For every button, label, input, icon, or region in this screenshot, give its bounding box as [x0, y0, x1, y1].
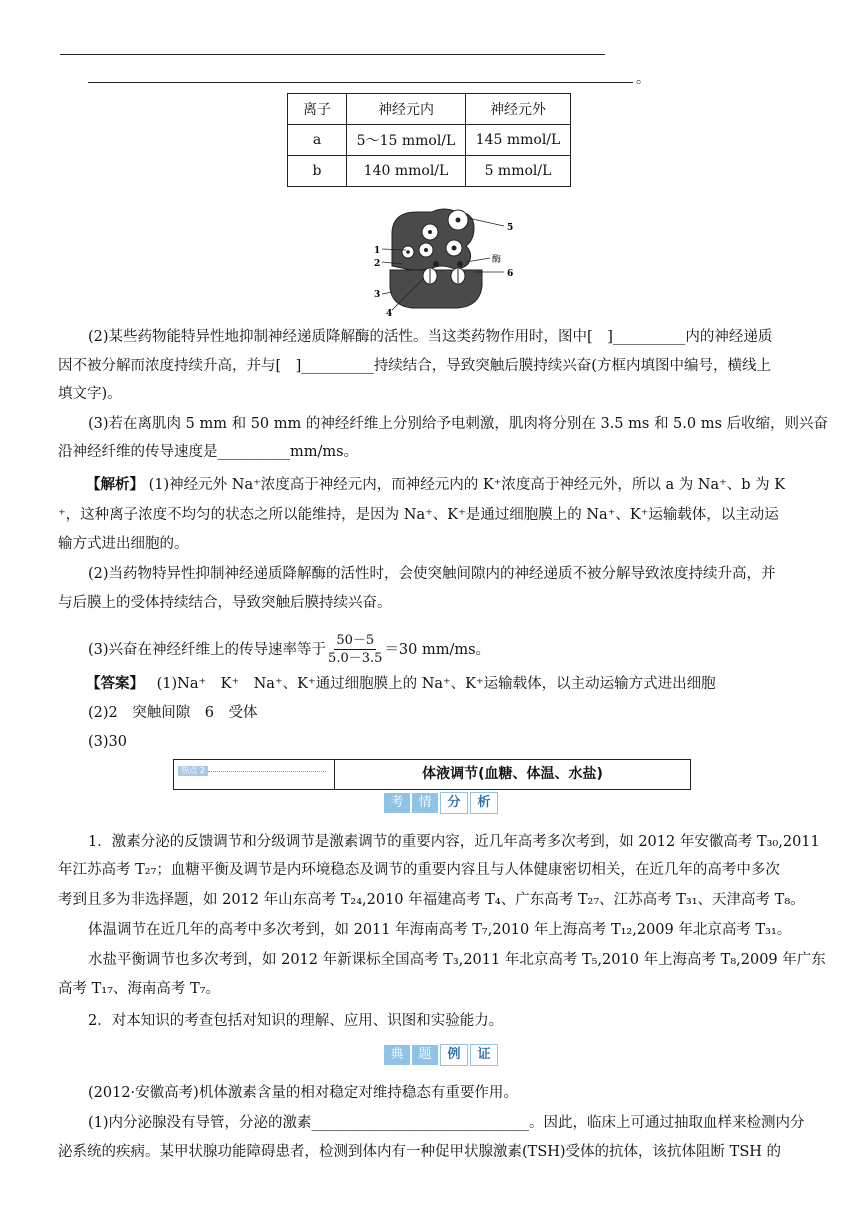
badge-char: 分 [440, 792, 468, 814]
analysis-label: 【解析】 [86, 477, 144, 493]
section-title: 体液调节(血糖、体温、水盐) [422, 766, 603, 782]
answer-text: (1)Na⁺ K⁺ Na⁺、K⁺通过细胞膜上的 Na⁺、K⁺运输载体，以主动运输方式进出细胞 [156, 676, 716, 692]
fraction-denominator: 5.0－3.5 [328, 651, 383, 666]
question-3-line: 沿神经纤维的传导速度是__________mm/ms。 [58, 444, 359, 460]
table-row [288, 156, 571, 187]
answer-blank-line [88, 82, 633, 83]
question-3-line: (3)若在离肌肉 5 mm 和 50 mm 的神经纤维上分别给予电刺激，肌肉将分别在 3.5 ms 和 5.0 ms 后收缩，则兴奋 [88, 416, 829, 432]
badge-char: 情 [412, 793, 438, 813]
ion-concentration-table [287, 93, 571, 187]
analysis-formula-line [88, 632, 802, 667]
table-cell: 140 mmol/L [347, 156, 466, 187]
analysis-line: 输方式进出细胞的。 [58, 536, 189, 552]
table-header-row [288, 94, 571, 125]
section-header-bar [173, 759, 691, 790]
table-cell: a [288, 125, 347, 156]
analysis-line: 与后膜上的受体持续结合，导致突触后膜持续兴奋。 [58, 595, 392, 611]
analysis-paragraph-line: 年江苏高考 T₂₇；血糖平衡及调节是内环境稳态及调节的重要内容且与人体健康密切相关，在近几年的高考中多次 [58, 862, 780, 878]
analysis-line [86, 475, 802, 495]
formula-prefix: (3)兴奋在神经纤维上的传导速率等于 [88, 641, 327, 658]
analysis-line: (2)当药物特异性抑制神经递质降解酶的活性时，会使突触间隙内的神经递质不被分解导致浓度持续升高，并 [88, 566, 776, 582]
diantilizheng-badge [384, 1044, 500, 1066]
formula-suffix: ＝30 mm/ms。 [384, 641, 491, 658]
answer-line [86, 674, 802, 694]
period-mark: 。 [636, 71, 650, 87]
analysis-paragraph-line: 体温调节在近几年的高考中多次考到，如 2011 年海南高考 T₇,2010 年上海高考 T₁₂,2009 年北京高考 T₃₁。 [88, 922, 792, 938]
analysis-paragraph-line: 水盐平衡调节也多次考到，如 2012 年新课标全国高考 T₃,2011 年北京高考 T₅,2010 年上海高考 T₈,2009 年广东 [88, 952, 826, 968]
badge-char: 典 [384, 1045, 410, 1065]
question-2-line: 因不被分解而浓度持续升高，并与[ ]__________持续结合，导致突触后膜持续兴奋(方框内填图中编号，横线上 [58, 358, 771, 374]
table-row [288, 125, 571, 156]
badge-char: 题 [412, 1045, 438, 1065]
table-header-cell: 离子 [288, 94, 347, 125]
table-cell: 5～15 mmol/L [347, 125, 466, 156]
answer-label: 【答案】 [86, 676, 144, 692]
table-cell: b [288, 156, 347, 187]
badge-char: 例 [440, 1044, 468, 1066]
table-cell: 145 mmol/L [466, 125, 571, 156]
figure-label: 3 [374, 290, 381, 300]
answer-blank-line [60, 54, 605, 55]
synapse-diagram [362, 206, 522, 318]
badge-char: 考 [384, 793, 410, 813]
analysis-paragraph-line: 考到且多为非选择题，如 2012 年山东高考 T₂₄,2010 年福建高考 T₄、广东高考 T₂₇、江苏高考 T₃₁、天津高考 T₈。 [58, 892, 805, 908]
analysis-paragraph-line: 高考 T₁₇、海南高考 T₇。 [58, 981, 220, 997]
figure-label: 5 [507, 223, 514, 233]
figure-label: 6 [507, 269, 514, 279]
table-header-cell: 神经元外 [466, 94, 571, 125]
figure-label: 4 [386, 309, 393, 318]
section-tag: 热点 2 [178, 766, 208, 776]
analysis-text: (1)神经元外 Na⁺浓度高于神经元内，而神经元内的 K⁺浓度高于神经元外，所以 a 为 Na⁺、b 为 K [148, 477, 786, 493]
question-2-line: (2)某些药物能特异性地抑制神经递质降解酶的活性。当这类药物作用时，图中[ ]__________内的神经递质 [88, 329, 773, 345]
analysis-paragraph-line: 2．对本知识的考查包括对知识的理解、应用、识图和实验能力。 [88, 1013, 504, 1029]
badge-char: 证 [470, 1044, 498, 1066]
answer-line: (3)30 [88, 734, 127, 750]
question-2-line: 填文字)。 [58, 386, 122, 402]
kaoqing-fenxi-badge [384, 792, 500, 814]
fraction-numerator: 50－5 [336, 633, 375, 648]
example-question-line: (1)内分泌腺没有导管，分泌的激素______________________________。因此，临床上可通过抽取血样来检测内分 [88, 1115, 805, 1131]
section-tag-area [174, 760, 335, 789]
answer-line: (2)2 突触间隙 6 受体 [88, 705, 258, 721]
figure-label: 1 [374, 246, 381, 256]
figure-label: 2 [374, 259, 381, 269]
arrow-icon [208, 771, 326, 772]
badge-char: 析 [470, 792, 498, 814]
table-cell: 5 mmol/L [466, 156, 571, 187]
example-question-line: 泌系统的疾病。某甲状腺功能障碍患者，检测到体内有一种促甲状腺激素(TSH)受体的抗体，该抗体阻断 TSH 的 [58, 1144, 782, 1160]
example-intro: (2012·安徽高考)机体激素含量的相对稳定对维持稳态有重要作用。 [88, 1085, 518, 1101]
enzyme-label: 酶 [492, 255, 502, 265]
fraction [328, 632, 382, 667]
table-header-cell: 神经元内 [347, 94, 466, 125]
analysis-paragraph-line: 1．激素分泌的反馈调节和分级调节是激素调节的重要内容，近几年高考多次考到，如 2012 年安徽高考 T₃₀,2011 [88, 834, 820, 850]
analysis-line: ⁺，这种离子浓度不均匀的状态之所以能维持，是因为 Na⁺、K⁺是通过细胞膜上的 Na⁺、K⁺运输载体，以主动运 [58, 507, 779, 523]
